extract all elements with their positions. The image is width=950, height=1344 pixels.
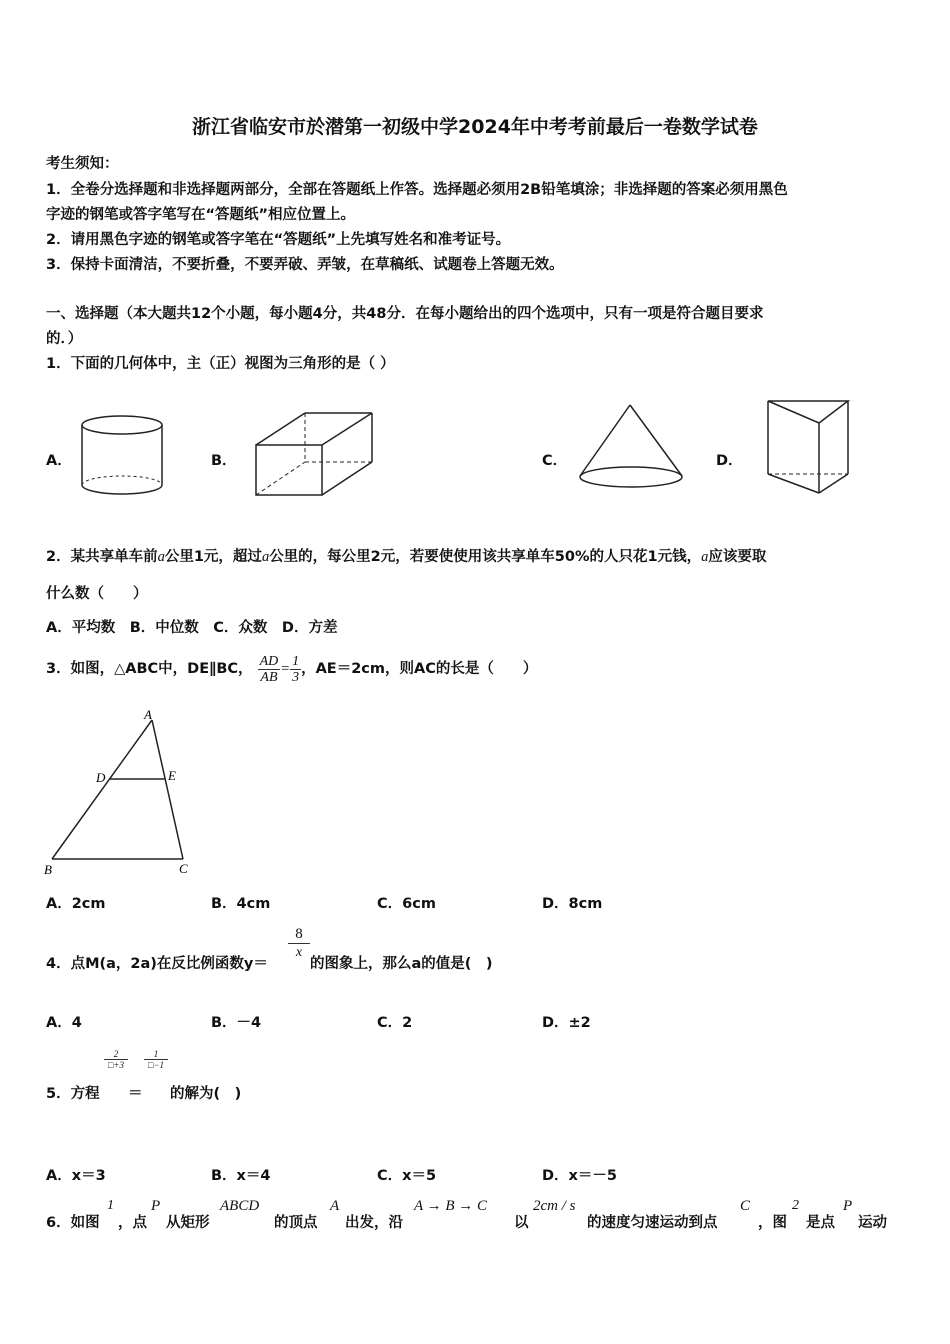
q4-fraction — [288, 926, 310, 961]
q5-option-b: B．x＝4 — [211, 1168, 271, 1184]
q3-text-2: ，AE＝2cm，则AC的长是（ ） — [301, 661, 538, 677]
q3-frac-den: AB — [260, 669, 278, 685]
question-3-stem — [46, 652, 537, 686]
question-5-text-2: 的解为( ) — [170, 1086, 242, 1102]
question-6-text-1: 6．如图 — [46, 1215, 100, 1231]
q3-option-a: A．2cm — [46, 896, 106, 912]
q6-path: A → B → C — [414, 1198, 488, 1214]
q6-point-p-1: P — [151, 1198, 161, 1214]
notice-item-2: 2．请用黑色字迹的钢笔或答字笔在“答题纸”上先填写姓名和准考证号。 — [46, 232, 511, 248]
q6-speed: 2cm / s — [533, 1198, 576, 1214]
q2-text-1: 2．某共享单车前 — [46, 549, 158, 565]
q6-point-p-2: P — [843, 1198, 853, 1214]
notice-item-3: 3．保持卡面清洁，不要折叠，不要弄破、弄皱，在草稿纸、试题卷上答题无效。 — [46, 257, 564, 273]
point-d-label: D — [96, 770, 106, 785]
question-2-line-2: 什么数（ ） — [46, 586, 148, 602]
q2-var-a-1: a — [157, 549, 165, 565]
q4-option-b: B．－4 — [211, 1015, 262, 1031]
prism-figure — [762, 396, 857, 498]
q5-fraction-1 — [104, 1049, 128, 1070]
q2-text-2: 公里1元，超过 — [164, 549, 262, 565]
q1-option-b-label: B． — [211, 453, 237, 469]
q6-rectangle-abcd: ABCD — [220, 1198, 260, 1214]
q3-option-c: C．6cm — [377, 896, 436, 912]
question-5-text-1: 5．方程 — [46, 1086, 100, 1102]
q2-var-a-3: a — [701, 549, 709, 565]
question-6-text-4: 的顶点 — [274, 1215, 318, 1231]
q5-f1-den: □+3 — [107, 1060, 124, 1070]
q3-option-b: B．4cm — [211, 896, 271, 912]
question-4-text-2: 的图象上，那么a的值是( ) — [310, 956, 493, 972]
q3-ratio-fraction — [258, 654, 281, 685]
question-1-stem: 1．下面的几何体中，主（正）视图为三角形的是（ ） — [46, 356, 395, 372]
q5-equals: ＝ — [128, 1086, 143, 1102]
q1-option-a-label: A． — [46, 453, 72, 469]
q5-option-a: A．x＝3 — [46, 1168, 106, 1184]
question-6-text-7: 的速度匀速运动到点 — [587, 1215, 718, 1231]
question-6-text-3: 从矩形 — [166, 1215, 210, 1231]
question-2-options: A．平均数 B．中位数 C．众数 D．方差 — [46, 620, 338, 636]
cylinder-figure — [78, 413, 168, 499]
q5-f2-den: □−1 — [147, 1060, 164, 1070]
vertex-c-label: C — [179, 861, 188, 876]
vertex-b-label: B — [44, 862, 52, 877]
question-2-line-1 — [46, 545, 766, 566]
question-6-text-10: 运动 — [858, 1215, 887, 1231]
q3-frac-num: AD — [259, 653, 279, 669]
cone-figure — [574, 400, 690, 492]
q5-option-d: D．x＝－5 — [542, 1168, 617, 1184]
q3-equals: = — [280, 661, 291, 677]
page-title: 浙江省临安市於潜第一初级中学2024年中考考前最后一卷数学试卷 — [192, 116, 758, 138]
question-6-text-5: 出发，沿 — [345, 1215, 403, 1231]
triangle-abc-figure — [40, 705, 200, 880]
notice-item-1-line-2: 字迹的钢笔或答字笔写在“答题纸”相应位置上。 — [46, 207, 356, 223]
q5-f1-num: 2 — [104, 1049, 128, 1060]
q5-option-c: C．x＝5 — [377, 1168, 437, 1184]
notice-item-1-line-1: 1．全卷分选择题和非选择题两部分，全部在答题纸上作答。选择题必须用2B铅笔填涂；非选择题的答案必须用黑色 — [46, 182, 788, 198]
q6-figure-2-ref: 2 — [792, 1198, 799, 1213]
q4-option-c: C．2 — [377, 1015, 413, 1031]
question-4-text-1: 4．点M(a，2a)在反比例函数y＝ — [46, 956, 268, 972]
q3-val-den: 3 — [292, 669, 300, 685]
q3-text-1: 3．如图，△ABC中，DE∥BC， — [46, 661, 253, 677]
q4-option-d: D．±2 — [542, 1015, 591, 1031]
cuboid-figure — [250, 410, 380, 500]
q3-val-num: 1 — [292, 653, 300, 669]
q3-value-fraction — [290, 654, 301, 685]
q6-figure-1-ref: 1 — [107, 1198, 114, 1213]
question-6-text-8: ，图 — [758, 1215, 787, 1231]
q4-frac-num: 8 — [288, 926, 310, 944]
vertex-a-label: A — [144, 707, 152, 722]
q4-frac-den: x — [295, 945, 303, 960]
q3-option-d: D．8cm — [542, 896, 603, 912]
notice-heading: 考生须知： — [46, 156, 119, 172]
section-heading-line-1: 一、选择题（本大题共12个小题，每小题4分，共48分．在每小题给出的四个选项中，只有一项是符合题目要求 — [46, 306, 764, 322]
q1-option-d-label: D． — [716, 453, 743, 469]
q5-f2-num: 1 — [144, 1049, 168, 1060]
q6-vertex-a: A — [330, 1198, 340, 1214]
point-e-label: E — [168, 768, 176, 783]
q5-fraction-2 — [144, 1049, 168, 1070]
question-6-text-2: ，点 — [118, 1215, 147, 1231]
q2-text-3: 公里的，每公里2元，若要使使用该共享单车50%的人只花1元钱， — [269, 549, 702, 565]
section-heading-line-2: 的．） — [46, 331, 83, 347]
q2-text-4: 应该要取 — [708, 549, 767, 565]
q1-option-c-label: C． — [542, 453, 568, 469]
q4-option-a: A．4 — [46, 1015, 82, 1031]
question-6-text-6: 以 — [514, 1215, 529, 1231]
question-6-text-9: 是点 — [806, 1215, 835, 1231]
q6-point-c: C — [740, 1198, 751, 1214]
q2-var-a-2: a — [261, 549, 270, 565]
